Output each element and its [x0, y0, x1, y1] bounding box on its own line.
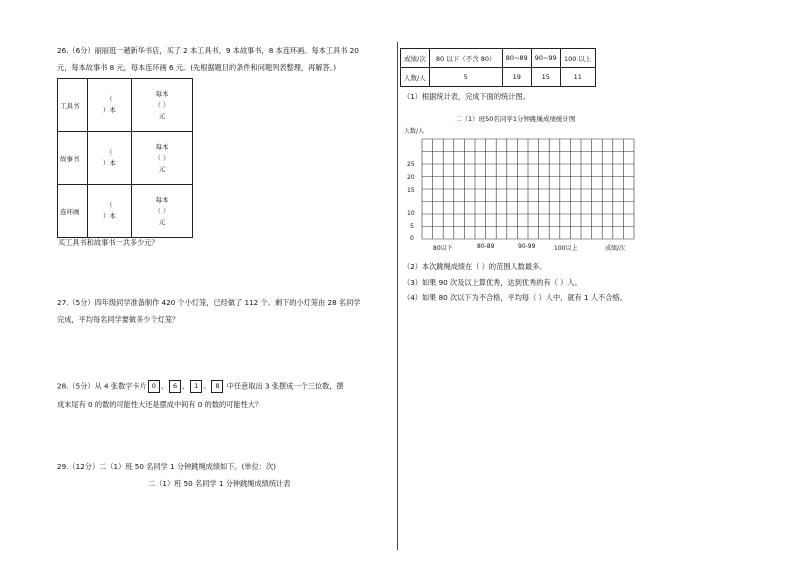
score-category: 90~99: [531, 49, 560, 68]
y-tick: 10: [407, 210, 415, 217]
book-row-tools: [58, 79, 193, 132]
count-open: （: [106, 95, 113, 103]
x-tick: 80-89: [477, 243, 495, 250]
book-table: [57, 78, 193, 238]
score-category: 100 以上: [560, 49, 595, 68]
score-row-label: 人数/人: [401, 68, 430, 87]
score-header-row: [401, 49, 596, 68]
chart-title: 二（1）班50名同学1分钟跳绳成绩统计图: [455, 115, 576, 123]
blank-chart: [404, 126, 640, 254]
q27-line1: 27.（5分）四年级同学准备制作 420 个小灯笼，已经做了 112 个。剩下的小灯笼由 28 名同学: [57, 298, 361, 307]
y-tick: 25: [407, 161, 415, 168]
digit-card: 8: [211, 380, 223, 393]
book-row-label: 工具书: [58, 79, 88, 132]
unit-top: 每本: [155, 195, 169, 204]
count-open: （: [106, 201, 113, 209]
digit-card: 6: [169, 380, 181, 393]
count-close: ）本: [102, 159, 116, 167]
book-row-label: 故事书: [58, 132, 88, 185]
chart-grid: [404, 126, 640, 254]
book-row-comics: [58, 185, 193, 238]
score-value: 15: [531, 68, 560, 87]
y-tick: 5: [410, 223, 414, 230]
unit-yuan: 元: [158, 217, 166, 226]
score-value-row: [401, 68, 596, 87]
count-open: （: [106, 148, 113, 156]
unit-yuan: 元: [158, 164, 166, 173]
q28-suffix: 中任意取出 3 张摆成一个三位数，摆: [226, 381, 344, 391]
digit-card: 1: [190, 380, 202, 393]
unit-paren: （ ）: [154, 206, 170, 215]
q29-table-title: 二（1）班 50 名同学 1 分钟跳绳成绩统计表: [148, 479, 291, 488]
y-tick: 15: [407, 187, 415, 194]
y-axis-label: 人数/人: [404, 128, 425, 135]
book-row-label: 连环画: [58, 185, 88, 238]
unit-top: 每本: [155, 89, 169, 98]
y-tick: 20: [407, 174, 415, 181]
right-step3: （3）如果 90 次及以上算优秀，达到优秀的有（ ）人。: [403, 278, 582, 287]
count-close: ）本: [102, 106, 116, 114]
q28-line2: 成末尾有 0 的数的可能性大还是摆成中间有 0 的数的可能性大？: [57, 400, 263, 409]
q29-line1: 29.（12分）二（1）班 50 名同学 1 分钟跳绳成绩如下。(单位：次): [57, 462, 276, 471]
column-divider: [397, 42, 398, 550]
x-axis-label: 成绩/次: [605, 245, 626, 252]
unit-paren: （ ）: [154, 153, 170, 162]
score-category: 80~89: [502, 49, 531, 68]
score-category: 80 以下（不含 80）: [429, 49, 502, 68]
x-tick: 90-99: [518, 243, 536, 250]
score-header-label: 成绩/次: [401, 49, 430, 68]
right-step1: （1）根据统计表，完成下面的统计图。: [403, 92, 530, 101]
right-step4: （4）如果 80 次以下为不合格，平均每（ ）人中，就有 1 人不合格。: [403, 293, 627, 302]
score-value: 5: [429, 68, 502, 87]
q28-line1: 28.（5分）从 4 张数字卡片 0 、 6 、 1 、 8 中任意取出 3 张摆成一个三位数，摆: [57, 380, 344, 393]
digit-card: 0: [148, 380, 160, 393]
q26-line1: 26.（6分）丽丽逛一趟新华书店，买了 2 本工具书，9 本故事书，8 本连环画。每本工具书 20: [57, 46, 359, 55]
score-value: 19: [502, 68, 531, 87]
unit-paren: （ ）: [154, 100, 170, 109]
count-close: ）本: [102, 212, 116, 220]
right-step2: （2）本次跳绳成绩在（ ）的范围人数最多。: [403, 262, 547, 271]
unit-yuan: 元: [158, 111, 166, 120]
score-value: 11: [560, 68, 595, 87]
q28-prefix: 28.（5分）从 4 张数字卡片: [57, 381, 147, 391]
q26-question: 买工具书和故事书一共多少元？: [58, 238, 159, 247]
book-row-stories: [58, 132, 193, 185]
x-tick: 100以上: [554, 245, 578, 252]
unit-top: 每本: [155, 142, 169, 151]
q27-line2: 完成，平均每名同学要做多少个灯笼？: [57, 315, 180, 324]
q26-line2: 元，每本故事书 8 元，每本连环画 6 元。(先根据题目的条件和问题列表整理，再解答。): [57, 63, 337, 72]
y-tick: 0: [410, 235, 414, 242]
x-tick: 80以下: [433, 245, 453, 252]
score-table: [400, 48, 596, 87]
